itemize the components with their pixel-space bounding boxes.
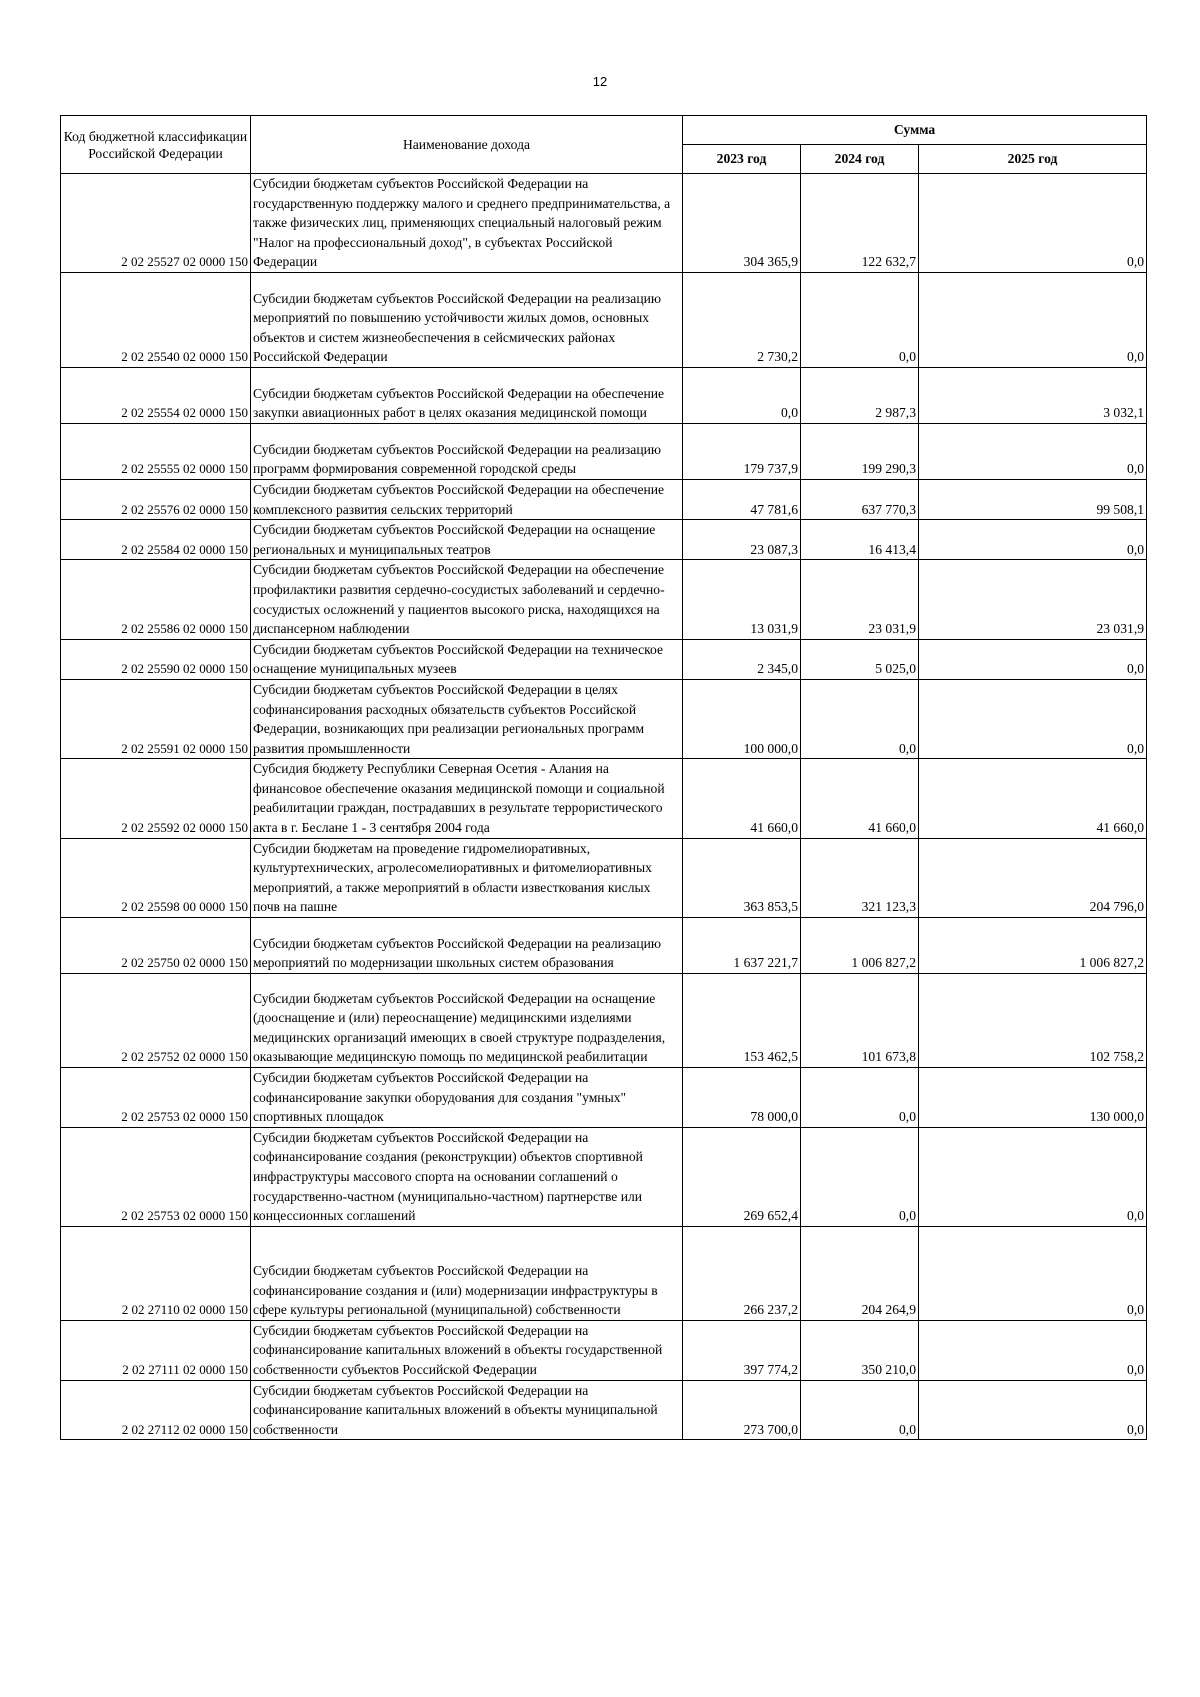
income-name-cell: Субсидии бюджетам субъектов Российской Федерации на софинансирование капитальных вложений в объекты муниципальной собственности [251,1380,683,1440]
budget-code-cell: 2 02 25753 02 0000 150 [61,1127,251,1226]
amount-2024-cell: 350 210,0 [801,1320,919,1380]
income-name-cell: Субсидии бюджетам субъектов Российской Федерации на обеспечение комплексного развития сельских территорий [251,479,683,519]
amount-2025-cell: 0,0 [919,272,1147,367]
budget-code-cell: 2 02 25592 02 0000 150 [61,759,251,838]
income-name-cell: Субсидии бюджетам субъектов Российской Федерации на реализацию программ формирования современной городской среды [251,423,683,479]
income-name-cell: Субсидии бюджетам субъектов Российской Федерации на софинансирование капитальных вложений в объекты государственной собственности субъектов Российской Федерации [251,1320,683,1380]
income-name-cell: Субсидии бюджетам субъектов Российской Федерации на реализацию мероприятий по повышению устойчивости жилых домов, основных объектов и систем жизнеобеспечения в сейсмических районах Российской Федерации [251,272,683,367]
amount-2024-cell: 199 290,3 [801,423,919,479]
amount-2023-cell: 0,0 [683,367,801,423]
income-name-cell: Субсидии бюджетам субъектов Российской Федерации на обеспечение профилактики развития сердечно-сосудистых заболеваний и сердечно-сосудистых осложнений у пациентов высокого риска, находящихся на диспансерном наблюдении [251,560,683,639]
amount-2023-cell: 266 237,2 [683,1226,801,1320]
amount-2024-cell: 5 025,0 [801,639,919,679]
income-name-cell: Субсидии бюджетам субъектов Российской Федерации на софинансирование создания (реконструкции) объектов спортивной инфраструктуры массового спорта на основании соглашений о государственно-частном (муниципально-частном) партнерстве или концессионных соглашений [251,1127,683,1226]
amount-2024-cell: 122 632,7 [801,174,919,273]
income-name-cell: Субсидии бюджетам субъектов Российской Федерации на оснащение региональных и муниципальных театров [251,520,683,560]
table-row [61,759,1147,838]
table-row [61,918,1147,974]
budget-code-cell: 2 02 27112 02 0000 150 [61,1380,251,1440]
table-row [61,479,1147,519]
amount-2023-cell: 47 781,6 [683,479,801,519]
table-row [61,174,1147,273]
budget-code-cell: 2 02 25750 02 0000 150 [61,918,251,974]
amount-2025-cell: 0,0 [919,1226,1147,1320]
table-row [61,974,1147,1068]
income-name-cell: Субсидии бюджетам субъектов Российской Федерации на реализацию мероприятий по модернизации школьных систем образования [251,918,683,974]
income-name-cell: Субсидии бюджетам субъектов Российской Федерации на софинансирование создания и (или) модернизации инфраструктуры в сфере культуры региональной (муниципальной) собственности [251,1226,683,1320]
amount-2023-cell: 397 774,2 [683,1320,801,1380]
income-name-cell: Субсидии бюджетам субъектов Российской Федерации на оснащение (дооснащение и (или) переоснащение) медицинскими изделиями медицинских организаций имеющих в своей структуре подразделения, оказывающие медицинскую помощь по медицинской реабилитации [251,974,683,1068]
year-2024-header: 2024 год [801,145,919,174]
amount-2025-cell: 1 006 827,2 [919,918,1147,974]
code-column-header: Код бюджетной классификации Российской Федерации [61,116,251,174]
income-name-cell: Субсидии бюджетам на проведение гидромелиоративных, культуртехнических, агролесомелиоративных и фитомелиоративных мероприятий, а также мероприятий в области известкования кислых почв на пашне [251,838,683,917]
budget-code-cell: 2 02 25752 02 0000 150 [61,974,251,1068]
amount-2024-cell: 0,0 [801,272,919,367]
amount-2025-cell: 0,0 [919,679,1147,758]
amount-2025-cell: 3 032,1 [919,367,1147,423]
budget-code-cell: 2 02 25576 02 0000 150 [61,479,251,519]
budget-code-cell: 2 02 25554 02 0000 150 [61,367,251,423]
amount-2025-cell: 0,0 [919,174,1147,273]
amount-2023-cell: 304 365,9 [683,174,801,273]
page-number: 12 [592,74,608,89]
amount-2024-cell: 321 123,3 [801,838,919,917]
amount-2025-cell: 99 508,1 [919,479,1147,519]
amount-2025-cell: 130 000,0 [919,1068,1147,1128]
table-row [61,423,1147,479]
amount-2023-cell: 269 652,4 [683,1127,801,1226]
table-row [61,560,1147,639]
income-name-cell: Субсидии бюджетам субъектов Российской Федерации на техническое оснащение муниципальных музеев [251,639,683,679]
amount-2025-cell: 204 796,0 [919,838,1147,917]
budget-code-cell: 2 02 27111 02 0000 150 [61,1320,251,1380]
table-row [61,679,1147,758]
amount-2025-cell: 41 660,0 [919,759,1147,838]
amount-2024-cell: 23 031,9 [801,560,919,639]
year-2023-header: 2023 год [683,145,801,174]
amount-2023-cell: 273 700,0 [683,1380,801,1440]
amount-2024-cell: 2 987,3 [801,367,919,423]
table-row [61,367,1147,423]
budget-code-cell: 2 02 25591 02 0000 150 [61,679,251,758]
amount-2024-cell: 0,0 [801,679,919,758]
budget-code-cell: 2 02 25527 02 0000 150 [61,174,251,273]
amount-2023-cell: 13 031,9 [683,560,801,639]
income-name-cell: Субсидии бюджетам субъектов Российской Федерации на софинансирование закупки оборудования для создания "умных" спортивных площадок [251,1068,683,1128]
amount-2023-cell: 153 462,5 [683,974,801,1068]
income-name-cell: Субсидии бюджетам субъектов Российской Федерации на обеспечение закупки авиационных работ в целях оказания медицинской помощи [251,367,683,423]
amount-2023-cell: 23 087,3 [683,520,801,560]
name-column-header: Наименование дохода [251,116,683,174]
amount-2024-cell: 204 264,9 [801,1226,919,1320]
income-name-cell: Субсидии бюджетам субъектов Российской Федерации в целях софинансирования расходных обязательств субъектов Российской Федерации, возникающих при реализации региональных программ развития промышленности [251,679,683,758]
budget-code-cell: 2 02 25598 00 0000 150 [61,838,251,917]
amount-2024-cell: 16 413,4 [801,520,919,560]
income-name-cell: Субсидии бюджетам субъектов Российской Федерации на государственную поддержку малого и среднего предпринимательства, а также физических лиц, применяющих специальный налоговый режим "Налог на профессиональный доход", в субъектах Российской Федерации [251,174,683,273]
amount-2023-cell: 2 345,0 [683,639,801,679]
amount-2024-cell: 0,0 [801,1380,919,1440]
amount-2023-cell: 2 730,2 [683,272,801,367]
table-row [61,272,1147,367]
amount-2024-cell: 0,0 [801,1127,919,1226]
amount-2024-cell: 41 660,0 [801,759,919,838]
table-row [61,838,1147,917]
table-row [61,1226,1147,1320]
amount-2025-cell: 0,0 [919,423,1147,479]
amount-2025-cell: 0,0 [919,639,1147,679]
amount-2023-cell: 1 637 221,7 [683,918,801,974]
table-row [61,520,1147,560]
amount-2025-cell: 0,0 [919,1127,1147,1226]
amount-2024-cell: 0,0 [801,1068,919,1128]
amount-2023-cell: 179 737,9 [683,423,801,479]
budget-code-cell: 2 02 25555 02 0000 150 [61,423,251,479]
budget-code-cell: 2 02 25584 02 0000 150 [61,520,251,560]
table-row [61,1068,1147,1128]
budget-code-cell: 2 02 25540 02 0000 150 [61,272,251,367]
year-2025-header: 2025 год [919,145,1147,174]
amount-2025-cell: 102 758,2 [919,974,1147,1068]
table-row [61,1320,1147,1380]
budget-code-cell: 2 02 27110 02 0000 150 [61,1226,251,1320]
income-name-cell: Субсидия бюджету Республики Северная Осетия - Алания на финансовое обеспечение оказания медицинской помощи и социальной реабилитации граждан, пострадавших в результате террористического акта в г. Беслане 1 - 3 сентября 2004 года [251,759,683,838]
budget-code-cell: 2 02 25590 02 0000 150 [61,639,251,679]
amount-2024-cell: 101 673,8 [801,974,919,1068]
amount-2025-cell: 0,0 [919,1320,1147,1380]
sum-column-header: Сумма [683,116,1147,145]
amount-2024-cell: 1 006 827,2 [801,918,919,974]
amount-2023-cell: 78 000,0 [683,1068,801,1128]
amount-2023-cell: 100 000,0 [683,679,801,758]
table-row [61,1127,1147,1226]
budget-code-cell: 2 02 25753 02 0000 150 [61,1068,251,1128]
revenue-table [60,115,1147,1440]
amount-2025-cell: 23 031,9 [919,560,1147,639]
amount-2023-cell: 41 660,0 [683,759,801,838]
table-row [61,639,1147,679]
amount-2024-cell: 637 770,3 [801,479,919,519]
amount-2025-cell: 0,0 [919,520,1147,560]
amount-2023-cell: 363 853,5 [683,838,801,917]
amount-2025-cell: 0,0 [919,1380,1147,1440]
table-row [61,1380,1147,1440]
budget-code-cell: 2 02 25586 02 0000 150 [61,560,251,639]
